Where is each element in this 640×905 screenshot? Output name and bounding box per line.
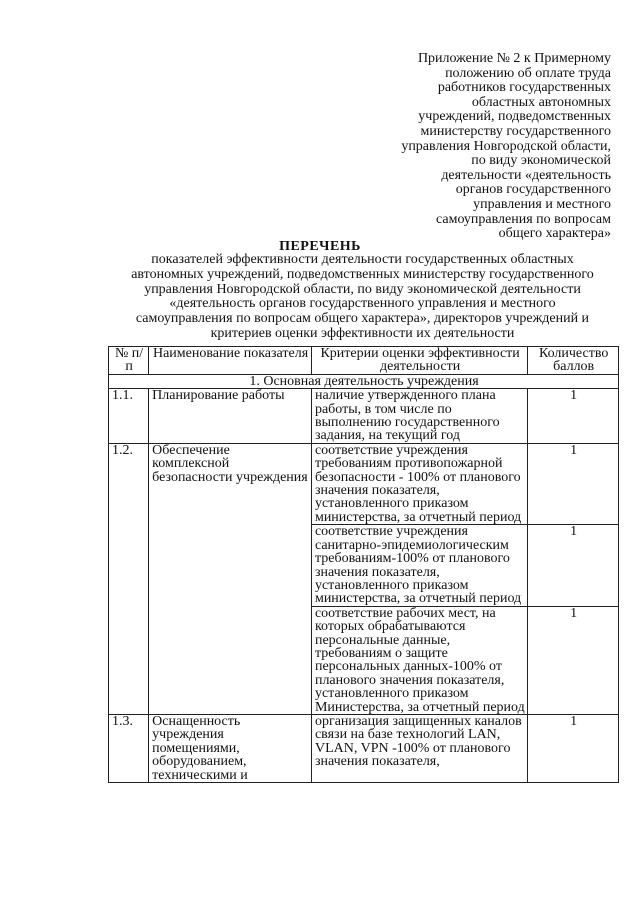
appendix-line: органов государственного	[455, 182, 611, 198]
appendix-line: областных автономных	[471, 94, 611, 110]
subtitle-line: «деятельность органов государственного управления и местного	[169, 296, 556, 312]
row-criteria: соответствие учреждения требованиям противопожарной безопасности - 100% от планового значения показателя, установленного приказом министерства, за отчетный период	[311, 443, 527, 524]
row-name: Обеспечение комплексной безопасности учреждения	[149, 443, 312, 714]
appendix-line: работников государственных	[437, 80, 611, 96]
row-points: 1	[528, 714, 619, 782]
row-name: Планирование работы	[149, 389, 312, 444]
criteria-table	[108, 346, 619, 783]
row-points: 1	[528, 606, 619, 714]
row-num: 1.3.	[109, 714, 149, 782]
subtitle-line: показателей эффективности деятельности государственных областных	[151, 252, 574, 267]
section-row	[109, 374, 619, 388]
row-name: Оснащенность учреждения помещениями, оборудованием, техническими и	[149, 714, 312, 782]
appendix-line: самоуправления по вопросам	[436, 211, 611, 227]
document-title: ПЕРЕЧЕНЬ	[279, 239, 361, 254]
header-criteria: Критерии оценки эффективности деятельности	[311, 347, 527, 375]
appendix-line: управления Новгородской области,	[401, 138, 611, 154]
header-name: Наименование показателя	[149, 347, 312, 375]
row-criteria: соответствие учреждения санитарно-эпидемиологическим требованиям-100% от планового значения показателя, установленного приказом министерства, за отчетный период	[311, 525, 527, 606]
header-points: Количество баллов	[528, 347, 619, 375]
subtitle-line: самоуправления по вопросам общего характера», директоров учреждений и	[135, 311, 590, 327]
appendix-line: управления и местного	[473, 196, 611, 212]
row-num: 1.2.	[109, 443, 149, 714]
appendix-line: учреждений, подведомственных	[418, 109, 611, 125]
appendix-line: деятельности «деятельность	[441, 167, 611, 183]
row-num: 1.1.	[109, 389, 149, 444]
table-row	[109, 389, 619, 444]
row-points: 1	[528, 389, 619, 444]
subtitle-line: критериев оценки эффективности их деятельности	[210, 325, 515, 341]
row-criteria: соответствие рабочих мест, на которых обрабатываются персональные данные, требованиям о защите персональных данных-100% от планового значения показателя, установленного приказом Министерства, за отчетный период	[311, 606, 527, 714]
table-header-row	[109, 347, 619, 375]
subtitle-line: управления Новгородской области, по виду экономической деятельности	[144, 281, 581, 297]
subtitle-line: автономных учреждений, подведомственных министерству государственного	[131, 266, 594, 282]
section-title: 1. Основная деятельность учреждения	[109, 374, 619, 388]
appendix-line: общего характера»	[498, 226, 611, 242]
document-subtitle	[100, 253, 625, 342]
appendix-line: Приложение № 2 к Примерному	[417, 51, 611, 66]
row-points: 1	[528, 525, 619, 606]
appendix-note	[371, 52, 611, 242]
row-criteria: наличие утвержденного плана работы, в том числе по выполнению государственного задания, на текущий год	[311, 389, 527, 444]
table-row	[109, 443, 619, 524]
appendix-line: министерству государственного	[420, 123, 611, 139]
appendix-line: по виду экономической	[471, 153, 611, 169]
table-row	[109, 714, 619, 782]
appendix-line: положению об оплате труда	[445, 65, 611, 81]
row-points: 1	[528, 443, 619, 524]
row-criteria: организация защищенных каналов связи на базе технологий LAN, VLAN, VPN -100% от планового значения показателя,	[311, 714, 527, 782]
header-num: № п/п	[109, 347, 149, 375]
